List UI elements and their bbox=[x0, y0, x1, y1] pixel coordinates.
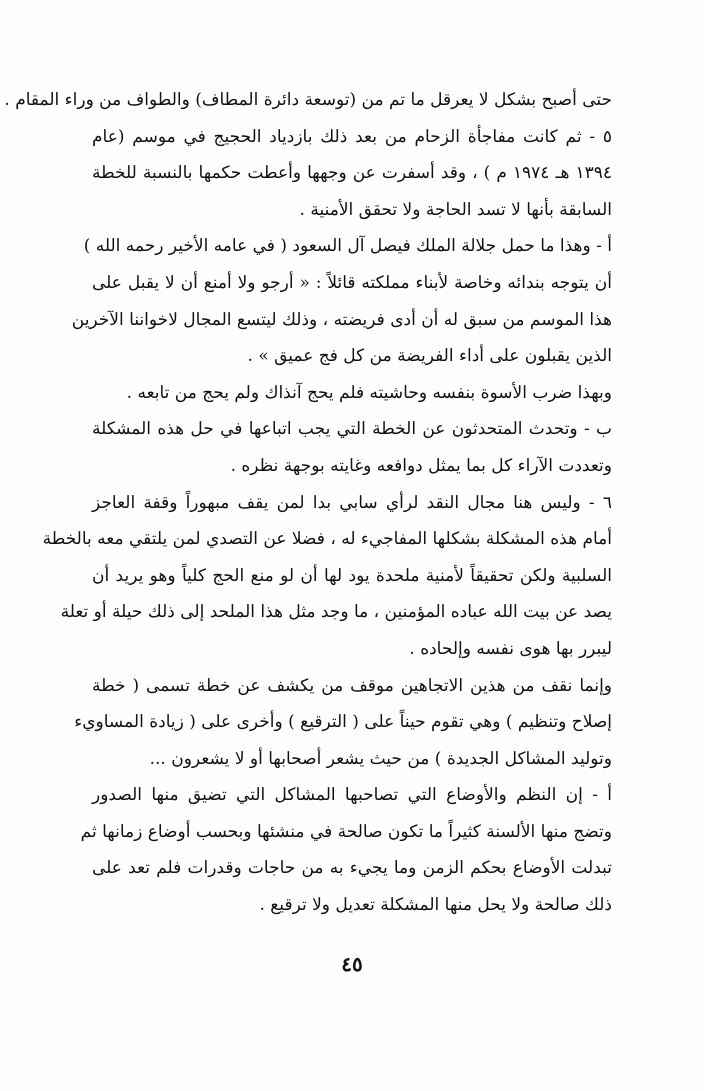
text-line: ب - وتحدث المتحدثون عن الخطة التي يجب اتباعها في حل هذه المشكلة bbox=[92, 419, 612, 440]
text-line: تبدلت الأوضاع بحكم الزمن وما يجيء به من حاجات وقدرات فلم تعد على bbox=[92, 858, 612, 879]
text-line: وتعددت الآراء كل بما يمثل دوافعه وغايته بوجهة نظره . bbox=[230, 455, 612, 476]
text-line: يصد عن بيت الله عباده المؤمنين ، ما وجد مثل هذا الملحد إلى ذلك حيلة أو تعلة bbox=[60, 602, 612, 623]
text-line: ذلك صالحة ولا يحل منها المشكلة تعديل ولا ترقيع . bbox=[259, 895, 612, 916]
text-line: السلبية ولكن تحقيقاً لأمنية ملحدة يود لها أن لو منع الحج كلياً وهو يريد أن bbox=[92, 565, 612, 586]
text-line: أ - إن النظم والأوضاع التي تصاحبها المشاكل التي تضيق منها الصدور bbox=[92, 785, 612, 806]
text-line: حتى أصبح بشكل لا يعرقل ما تم من (توسعة دائرة المطاف) والطواف من وراء المقام . bbox=[4, 90, 612, 110]
text-line: إصلاح وتنظيم ) وهي تقوم حيناً على ( الترقيع ) وأخرى على ( زيادة المساويء bbox=[74, 712, 612, 733]
text-line: هذا الموسم من سبق له أن أدى فريضته ، وذلك ليتسع المجال لاخواننا الآخرين bbox=[71, 309, 612, 330]
text-line: وإنما نقف من هذين الاتجاهين موقف من يكشف عن خطة تسمى ( خطة bbox=[92, 675, 612, 696]
text-line: الذين يقبلون على أداء الفريضة من كل فج عميق » . bbox=[247, 346, 612, 367]
text-line: السابقة بأنها لا تسد الحاجة ولا تحقق الأمنية . bbox=[299, 199, 612, 220]
text-line: أن يتوجه بندائه وخاصة لأبناء مملكته قائلاً : « أرجو ولا أمنع أن لا يقبل على bbox=[92, 272, 612, 293]
text-line: ٦ - وليس هنا مجال النقد لرأي سابي بدا لمن يقف مبهوراً وقفة العاجز bbox=[92, 492, 612, 513]
page-number: ٤٥ bbox=[341, 952, 363, 976]
text-line: ليبرر بها هوى نفسه وإلحاده . bbox=[409, 638, 612, 659]
body-text bbox=[4, 82, 612, 924]
text-line: أمام هذه المشكلة بشكلها المفاجيء له ، فضلا عن التصدي لمن يلتقي معه بالخطة bbox=[42, 529, 612, 550]
text-line: وتوليد المشاكل الجديدة ) من حيث يشعر أصحابها أو لا يشعرون ... bbox=[149, 748, 612, 769]
text-line: ١٣٩٤ هـ ١٩٧٤ م ) ، وقد أسفرت عن وجهها وأعطت حكمها بالنسبة للخطة bbox=[92, 163, 612, 184]
text-line: وبهذا ضرب الأسوة بنفسه وحاشيته فلم يحج آنذاك ولم يحج من تابعه . bbox=[126, 382, 612, 403]
text-line: ٥ - ثم كانت مفاجأة الزحام من بعد ذلك بازدياد الحجيج في موسم (عام bbox=[92, 126, 612, 147]
text-line: أ - وهذا ما حمل جلالة الملك فيصل آل السعود ( في عامه الأخير رحمه الله ) bbox=[83, 236, 612, 257]
text-line: وتضج منها الألسنة كثيراً ما تكون صالحة في منشئها وبحسب أوضاع زمانها ثم bbox=[80, 821, 612, 842]
